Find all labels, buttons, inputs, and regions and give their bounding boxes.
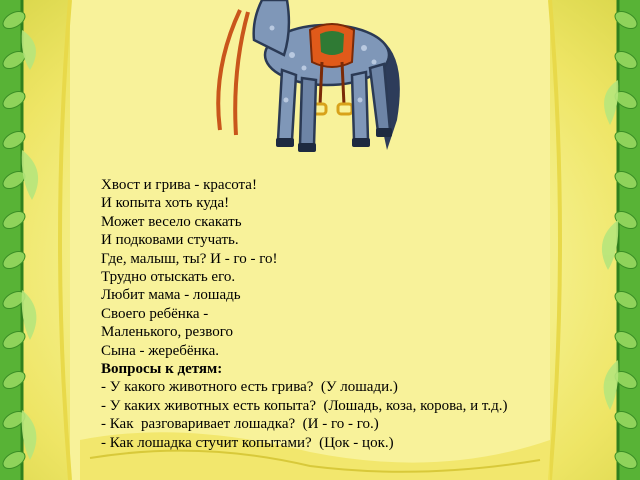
questions-heading: Вопросы к детям:: [101, 361, 223, 378]
poem-line: Хвост и грива - красота!: [101, 177, 257, 193]
poem-line: Сына - жеребёнка.: [101, 342, 220, 359]
poem-line: Где, малыш, ты? И - го - го!: [101, 250, 278, 267]
poem-line: Маленького, резвого: [101, 324, 233, 341]
question-line: - Как разговаривает лошадка? (И - го - го.): [101, 416, 379, 433]
question-line: - Как лошадка стучит копытами? (Цок - цок.): [101, 434, 394, 451]
poem-line: И копыта хоть куда!: [101, 195, 230, 212]
text-content: [101, 176, 601, 452]
question-line: - У какого животного есть грива? (У лошади.): [101, 379, 398, 396]
poem-line: И подковами стучать.: [101, 232, 239, 249]
horse-icon: [192, 0, 422, 160]
poem-line: Любит мама - лошадь: [101, 287, 241, 304]
poem-line: Может весело скакать: [101, 213, 242, 230]
question-line: - У каких животных есть копыта? (Лошадь, коза, корова, и т.д.): [101, 397, 508, 414]
poem-line: Своего ребёнка -: [101, 305, 209, 322]
poem-line: Трудно отыскать его.: [101, 269, 236, 286]
